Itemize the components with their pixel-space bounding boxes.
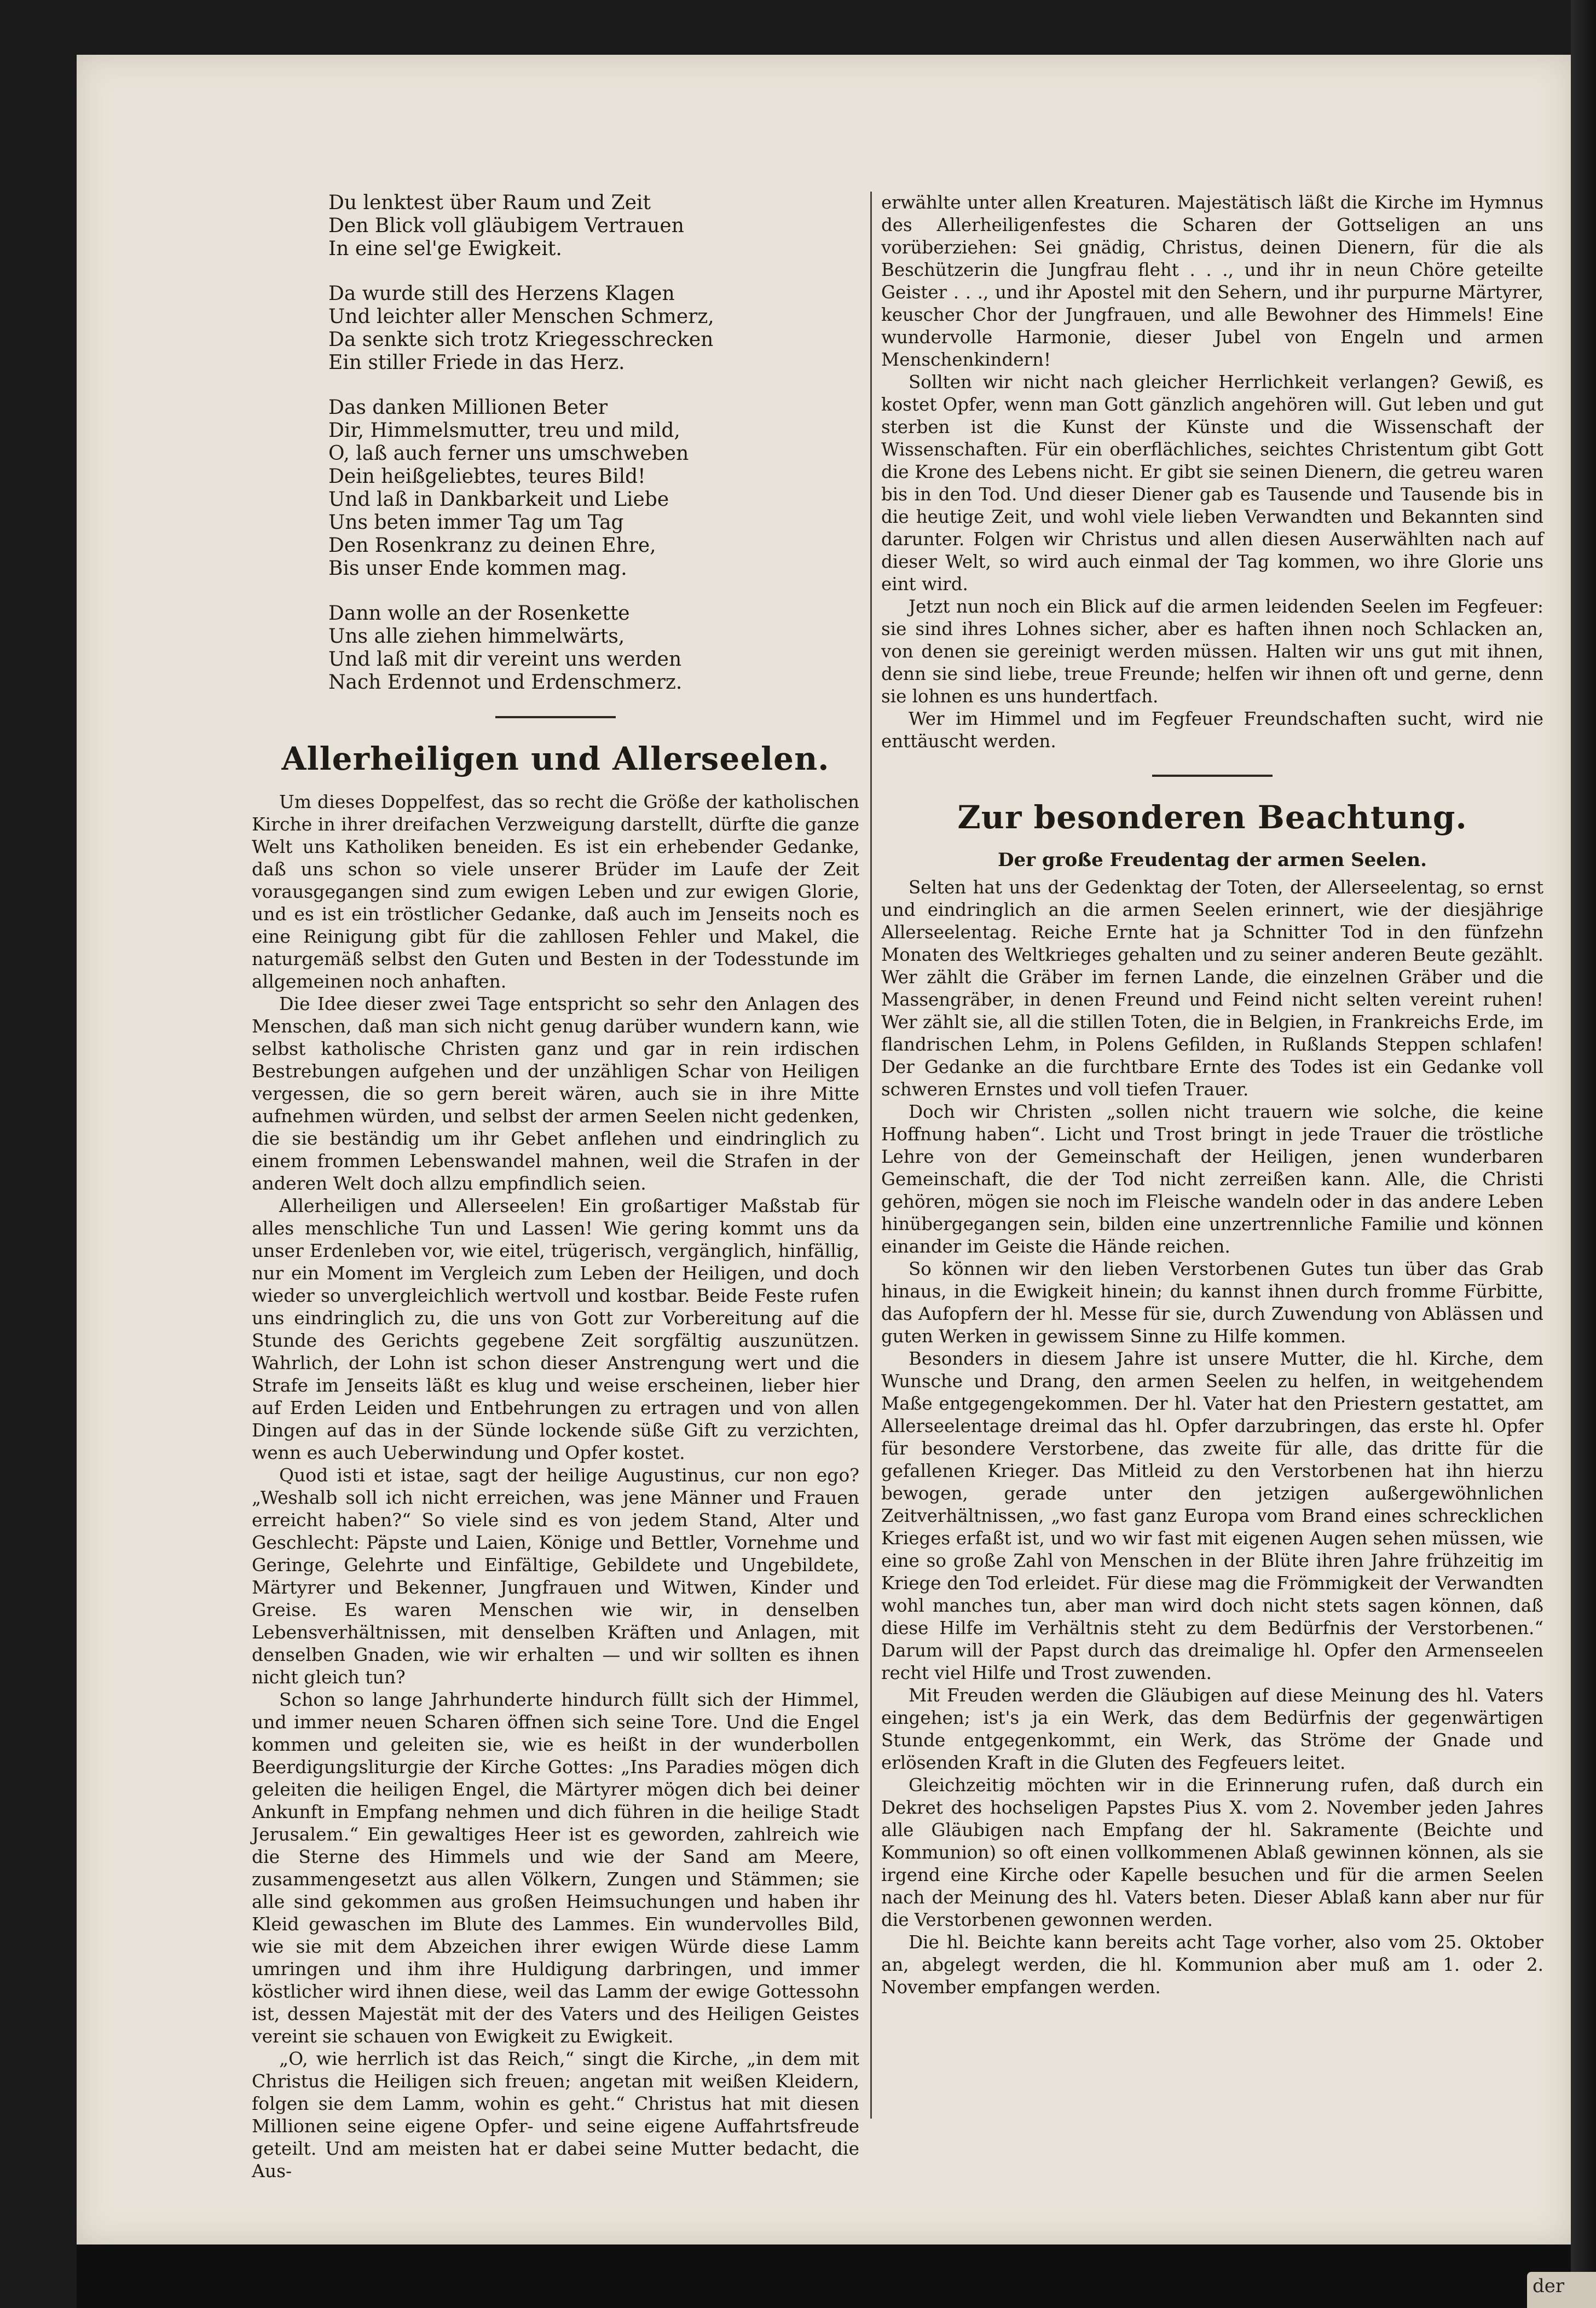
left-column <box>252 192 859 2182</box>
poem-line: Uns beten immer Tag um Tag <box>328 511 624 534</box>
poem-line: O, laß auch ferner uns umschweben <box>328 442 689 465</box>
poem-line: Du lenktest über Raum und Zeit <box>328 192 651 214</box>
poem-line: Nach Erdennot und Erdenschmerz. <box>328 671 683 694</box>
poem-line: In eine sel'ge Ewigkeit. <box>328 238 562 260</box>
right-column <box>881 192 1543 1999</box>
article-body <box>881 876 1543 1999</box>
poem-line: Dann wolle an der Rosenkette <box>328 602 630 625</box>
scan-bottom-edge <box>77 2244 1571 2308</box>
poem-line: Ein stiller Friede in das Herz. <box>328 351 625 374</box>
article-paragraph: Quod isti et istae, sagt der heilige Augustinus, cur non ego? „Weshalb soll ich nicht erreichen, was jene Männer und Frauen erreicht haben?“ So viele sind es von jedem Stand, Alter und Geschlecht: Päpste und Laien, Könige und Bettler, Vornehme und Geringe, Gelehrte und Einfältige, Gebildete und Ungebildete, Märtyrer und Bekenner, Jungfrauen und Witwen, Kinder und Greise. Es waren Menschen wie wir, in denselben Lebensverhältnissen, mit denselben Kräften und Anlagen, mit denselben Gnaden, wie wir erhalten — und wir sollten es ihnen nicht gleich tun? <box>252 1464 859 1688</box>
poem-line: Den Rosenkranz zu deinen Ehre, <box>328 534 656 557</box>
article-continuation <box>881 192 1543 753</box>
article-paragraph: „O, wie herrlich ist das Reich,“ singt die Kirche, „in dem mit Christus die Heiligen sich freuen; angetan mit weißen Kleidern, folgen sie dem Lamm, wohin es geht.“ Christus hat mit diesen Millionen seine eigene Opfer- und seine eigene Auffahrtsfreude geteilt. Und am meisten hat er dabei seine Mutter bedacht, die Aus- <box>252 2048 859 2182</box>
poem-line: Bis unser Ende kommen mag. <box>328 557 627 580</box>
article-paragraph: Um dieses Doppelfest, das so recht die Größe der katholischen Kirche in ihrer dreifachen Verzweigung darstellt, dürfte die ganze Welt uns Katholiken beneiden. Es ist ein erhebender Gedanke, daß uns schon so viele unserer Brüder im Laufe der Zeit vorausgegangen sind zum ewigen Leben und zur ewigen Glorie, und es ist ein tröstlicher Gedanke, daß auch im Jenseits noch es eine Reinigung gibt für die zahllosen Fehler und Makel, die naturgemäß selbst den Guten und Besten in der Todesstunde im allgemeinen noch anhaften. <box>252 791 859 992</box>
article-paragraph: Wer im Himmel und im Fegfeuer Freundschaften sucht, wird nie enttäuscht werden. <box>881 708 1543 752</box>
article-paragraph: Die Idee dieser zwei Tage entspricht so sehr den Anlagen des Menschen, daß man sich nicht genug darüber wundern kann, wie selbst katholische Christen ganz und gar in rein irdischen Bestrebungen aufgehen und der unzähligen Schar von Heiligen vergessen, die so gern bereit wären, auch sie in ihre Mitte aufnehmen würden, und selbst der armen Seelen nicht gedenken, die sie beständig um ihr Gebet anflehen und eindringlich zu einem frommen Lebenswandel mahnen, weil die Strafen in der anderen Welt doch allzu empfindlich seien. <box>252 993 859 1194</box>
poem-line: Und laß in Dankbarkeit und Liebe <box>328 488 669 511</box>
article-paragraph: Gleichzeitig möchten wir in die Erinnerung rufen, daß durch ein Dekret des hochseligen Papstes Pius X. vom 2. November jeden Jahres alle Gläubigen nach Empfang der hl. Sakramente (Beichte und Kommunion) so oft einen vollkommenen Ablaß gewinnen können, als sie irgend eine Kirche oder Kapelle besuchen und für die armen Seelen nach der Meinung des hl. Vaters beten. Dieser Ablaß kann aber nur für die Verstorbenen gewonnen werden. <box>881 1775 1543 1930</box>
next-page-corner <box>1527 2272 1596 2308</box>
column-divider <box>870 192 872 2119</box>
corner-text: der <box>1533 2275 1565 2297</box>
poem-stanza <box>328 396 859 580</box>
article-paragraph: Die hl. Beichte kann bereits acht Tage vorher, also vom 25. Oktober an, abgelegt werden, die hl. Kommunion aber muß am 1. oder 2. November empfangen werden. <box>881 1932 1543 1998</box>
article-paragraph: Besonders in diesem Jahre ist unsere Mutter, die hl. Kirche, dem Wunsche und Drang, den armen Seelen zu helfen, in weitgehendem Maße entgegengekommen. Der hl. Vater hat den Priestern gestattet, am Allerseelentage dreimal das hl. Opfer darzubringen, das erste hl. Opfer für besondere Verstorbene, das zweite für alle, das dritte für die gefallenen Krieger. Das Mitleid zu den Verstorbenen hat ihn hierzu bewogen, gerade unter den jetzigen außergewöhnlichen Zeitverhältnissen, „wo fast ganz Europa vom Brand eines schrecklichen Krieges erfaßt ist, und wo wir fast mit eigenen Augen sehen müssen, wie eine so große Zahl von Menschen in der Blüte ihren Jahre frühzeitig im Kriege den Tod erleidet. Für diese mag die Frömmigkeit der Verwandten wohl manches tun, aber man wird doch nicht stets sagen können, daß diese Hilfe im Verhältnis steht zu dem Bedürfnis der Verstorbenen.“ Darum will der Papst durch das dreimalige hl. Opfer den Armenseelen recht viel Hilfe und Trost zuwenden. <box>881 1348 1543 1683</box>
poem-stanza <box>328 602 859 694</box>
poem-stanza <box>328 282 859 374</box>
poem-line: Das danken Millionen Beter <box>328 396 608 419</box>
poem-line: Uns alle ziehen himmelwärts, <box>328 625 625 648</box>
article-paragraph: Allerheiligen und Allerseelen! Ein großartiger Maßstab für alles menschliche Tun und Lassen! Wie gering kommt uns da unser Erdenleben vor, wie eitel, trügerisch, vergänglich, hinfällig, nur ein Moment im Vergleich zum Leben der Heiligen, und doch wieder so unvergleichlich wertvoll und kostbar. Beide Feste rufen uns eindringlich zu, die uns von Gott zur Vorbereitung auf die Stunde des Gerichts gegebene Zeit sorgfältig auszunützen. Wahrlich, der Lohn ist schon dieser Anstrengung wert und die Strafe im Jenseits läßt es klug und weise erscheinen, lieber hier auf Erden Leiden und Entbehrungen zu ertragen und von allen Dingen auf das in der Sünde lockende süße Gift zu verzichten, wenn es auch Ueberwindung und Opfer kostet. <box>252 1195 859 1463</box>
poem-line: Und leichter aller Menschen Schmerz, <box>328 305 714 328</box>
article-paragraph: Sollten wir nicht nach gleicher Herrlichkeit verlangen? Gewiß, es kostet Opfer, wenn man Gott gänzlich angehören will. Gut leben und gut sterben ist die Kunst der Künste und die Wissenschaft der Wissenschaften. Für ein oberflächliches, seichtes Christentum gibt Gott die Krone des Lebens nicht. Er gibt sie seinen Dienern, die getreu waren bis in den Tod. Und dieser Diener gab es Tausende und Tausende bis in die heutige Zeit, und wohl viele lieben Verwandten und Bekannten sind darunter. Folgen wir Christus und allen diesen Auserwählten nach auf dieser Welt, so wird auch einmal der Tag kommen, wo ihre Glorie uns eint wird. <box>881 372 1543 595</box>
article-paragraph: Jetzt nun noch ein Blick auf die armen leidenden Seelen im Fegfeuer: sie sind ihres Lohnes sicher, aber es haften ihnen noch Schlacken an, von denen sie gereinigt werden müssen. Halten wir uns gut mit ihnen, denn sie sind liebe, treue Freunde; helfen wir ihnen oft und gerne, denn sie lohnen es uns hundertfach. <box>881 596 1543 707</box>
article-paragraph: Selten hat uns der Gedenktag der Toten, der Allerseelentag, so ernst und eindringlich an die armen Seelen erinnert, wie der diesjährige Allerseelentag. Reiche Ernte hat ja Schnitter Tod in den fünfzehn Monaten des Weltkrieges gehalten und zu seiner anderen Beute gezählt. Wer zählt die Gräber im fernen Lande, die einzelnen Gräber und die Massengräber, in denen Freund und Feind nicht selten vereint ruhen! Wer zählt sie, all die stillen Toten, die in Belgien, in Frankreichs Erde, im flandrischen Lehm, in Polens Gefilden, in Rußlands Steppen schlafen! Der Gedanke an die furchtbare Ernte des Todes ist ein Gedanke voll schweren Ernstes und voll tiefen Trauer. <box>881 877 1543 1100</box>
poem-line: Dir, Himmelsmutter, treu und mild, <box>328 419 680 442</box>
article-paragraph: Mit Freuden werden die Gläubigen auf diese Meinung des hl. Vaters eingehen; ist's ja ein Werk, das dem Bedürfnis der gegenwärtigen Stunde entgegenkommt, ein Werk, das Ströme der Gnade und erlösenden Kraft in die Gluten des Fegfeuers leitet. <box>881 1685 1543 1773</box>
scan-shadow <box>1571 0 1596 2308</box>
article-paragraph: erwählte unter allen Kreaturen. Majestätisch läßt die Kirche im Hymnus des Allerheiligenfestes die Scharen der Gottseligen an uns vorüberziehen: Sei gnädig, Christus, deinen Dienern, für die als Beschützerin die Jungfrau fleht . . ., und ihr in neun Chöre geteilte Geister . . ., und ihr Apostel mit den Sehern, und ihr purpurne Märtyrer, keuscher Chor der Jungfrauen, und alle Bewohner des Himmels! Eine wundervolle Harmonie, dieser Jubel von Engeln und armen Menschenkindern! <box>881 192 1543 370</box>
article-body <box>252 791 859 2182</box>
article-paragraph: So können wir den lieben Verstorbenen Gutes tun über das Grab hinaus, in die Ewigkeit hinein; du kannst ihnen durch fromme Fürbitte, das Aufopfern der hl. Messe für sie, durch Zuwendung von Ablässen und guten Werken in gewissem Sinne zu Hilfe kommen. <box>881 1259 1543 1347</box>
article-paragraph: Schon so lange Jahrhunderte hindurch füllt sich der Himmel, und immer neuen Scharen öffnen sich seine Tore. Und die Engel kommen und geleiten sie, wie es heißt in der wunderbollen Beerdigungsliturgie der Kirche Gottes: „Ins Paradies mögen dich geleiten die heiligen Engel, die Märtyrer mögen dich bei deiner Ankunft in Empfang nehmen und dich führen in die heilige Stadt Jerusalem.“ Ein gewaltiges Heer ist es geworden, zahlreich wie die Sterne des Himmels und wie der Sand am Meere, zusammengesetzt aus allen Völkern, Zungen und Stämmen; sie alle sind gekommen aus großen Heimsuchungen und haben ihr Kleid gewaschen im Blute des Lammes. Ein wundervolles Bild, wie sie mit dem Abzeichen ihrer ewigen Würde diese Lamm umringen und ihm ihre Huldigung darbringen, und immer köstlicher wird ihnen diese, weil das Lamm der ewige Gottessohn ist, dessen Majestät mit der des Vaters und des Heiligen Geistes vereint sie schauen von Ewigkeit zu Ewigkeit. <box>252 1689 859 2047</box>
poem-line: Da wurde still des Herzens Klagen <box>328 282 675 305</box>
section-rule <box>1152 775 1273 777</box>
poem <box>328 192 859 694</box>
article-title: Zur besonderen Beachtung. <box>957 799 1467 836</box>
article-paragraph: Doch wir Christen „sollen nicht trauern wie solche, die keine Hoffnung haben“. Licht und Trost bringt in jede Trauer die tröstliche Lehre von der Gemeinschaft der Heiligen, jenen wunderbaren Gemeinschaft, die der Tod nicht zerreißen kann. Alle, die Christi gehören, mögen sie noch im Fleische wandeln oder in das andere Leben hinübergegangen sein, bilden eine unzertrennliche Familie und können einander im Geiste die Hände reichen. <box>881 1101 1543 1257</box>
poem-stanza <box>328 192 859 261</box>
poem-line: Da senkte sich trotz Kriegesschrecken <box>328 328 714 351</box>
poem-line: Und laß mit dir vereint uns werden <box>328 648 682 671</box>
poem-line: Den Blick voll gläubigem Vertrauen <box>328 215 684 237</box>
article-title: Allerheiligen und Allerseelen. <box>281 740 830 777</box>
poem-line: Dein heißgeliebtes, teures Bild! <box>328 465 646 488</box>
article-subtitle: Der große Freudentag der armen Seelen. <box>998 849 1427 871</box>
section-rule <box>495 716 616 718</box>
